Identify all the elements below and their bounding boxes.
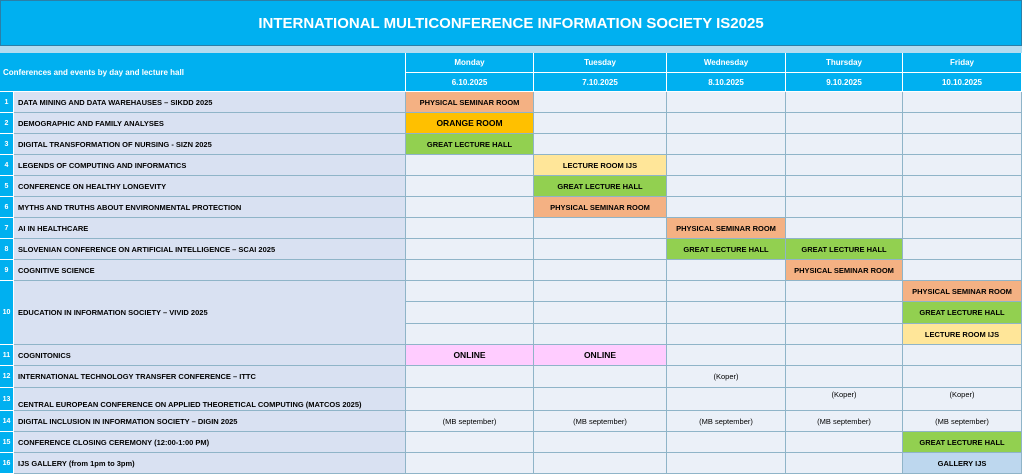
day-date-monday: 6.10.2025 — [406, 73, 534, 92]
empty-slot — [786, 134, 903, 155]
row-number: 10 — [0, 281, 14, 345]
empty-slot — [534, 260, 667, 281]
empty-slot — [406, 239, 534, 260]
empty-slot — [903, 239, 1022, 260]
empty-slot — [667, 197, 786, 218]
room-slot: GREAT LECTURE HALL — [534, 176, 667, 197]
empty-slot — [667, 453, 786, 474]
empty-slot — [406, 453, 534, 474]
schedule-header-label: Conferences and events by day and lecture hall — [0, 53, 406, 92]
location-note: (Koper) — [786, 388, 903, 411]
room-slot: PHYSICAL SEMINAR ROOM — [534, 197, 667, 218]
room-slot: GREAT LECTURE HALL — [903, 302, 1022, 324]
room-slot: PHYSICAL SEMINAR ROOM — [903, 281, 1022, 302]
empty-slot — [786, 155, 903, 176]
conference-name: COGNITIVE SCIENCE — [14, 260, 406, 281]
empty-slot — [786, 345, 903, 366]
room-slot: ONLINE — [406, 345, 534, 366]
room-slot: PHYSICAL SEMINAR ROOM — [786, 260, 903, 281]
day-date-tuesday: 7.10.2025 — [534, 73, 667, 92]
empty-slot — [534, 302, 667, 324]
day-name-wednesday: Wednesday — [667, 53, 786, 73]
row-number: 7 — [0, 218, 14, 239]
row-number: 4 — [0, 155, 14, 176]
day-date-thursday: 9.10.2025 — [786, 73, 903, 92]
row-number: 12 — [0, 366, 14, 388]
conference-name: SLOVENIAN CONFERENCE ON ARTIFICIAL INTELLIGENCE – SCAI 2025 — [14, 239, 406, 260]
empty-slot — [786, 281, 903, 302]
conference-name: LEGENDS OF COMPUTING AND INFORMATICS — [14, 155, 406, 176]
location-note: (MB september) — [667, 411, 786, 432]
empty-slot — [534, 453, 667, 474]
conference-name: IJS GALLERY (from 1pm to 3pm) — [14, 453, 406, 474]
empty-slot — [406, 324, 534, 345]
conference-name: EDUCATION IN INFORMATION SOCIETY – VIVID 2025 — [14, 281, 406, 345]
empty-slot — [903, 113, 1022, 134]
location-note: (MB september) — [786, 411, 903, 432]
empty-slot — [786, 302, 903, 324]
empty-slot — [786, 432, 903, 453]
empty-slot — [903, 176, 1022, 197]
empty-slot — [903, 134, 1022, 155]
empty-slot — [534, 239, 667, 260]
location-note: (MB september) — [903, 411, 1022, 432]
room-slot: PHYSICAL SEMINAR ROOM — [406, 92, 534, 113]
empty-slot — [786, 176, 903, 197]
empty-slot — [786, 197, 903, 218]
empty-slot — [786, 324, 903, 345]
row-number: 15 — [0, 432, 14, 453]
empty-slot — [534, 92, 667, 113]
conference-name: MYTHS AND TRUTHS ABOUT ENVIRONMENTAL PROTECTION — [14, 197, 406, 218]
empty-slot — [786, 366, 903, 388]
empty-slot — [534, 324, 667, 345]
day-date-wednesday: 8.10.2025 — [667, 73, 786, 92]
conference-name: CENTRAL EUROPEAN CONFERENCE ON APPLIED THEORETICAL COMPUTING (MATCOS 2025) — [14, 388, 406, 411]
empty-slot — [786, 218, 903, 239]
empty-slot — [534, 134, 667, 155]
empty-slot — [406, 302, 534, 324]
day-name-monday: Monday — [406, 53, 534, 73]
row-number: 5 — [0, 176, 14, 197]
empty-slot — [534, 218, 667, 239]
row-number: 9 — [0, 260, 14, 281]
empty-slot — [786, 92, 903, 113]
day-date-friday: 10.10.2025 — [903, 73, 1022, 92]
empty-slot — [667, 113, 786, 134]
room-slot: ORANGE ROOM — [406, 113, 534, 134]
row-number: 8 — [0, 239, 14, 260]
empty-slot — [786, 453, 903, 474]
empty-slot — [406, 218, 534, 239]
empty-slot — [534, 388, 667, 411]
empty-slot — [903, 155, 1022, 176]
room-slot: GALLERY IJS — [903, 453, 1022, 474]
conference-name: AI IN HEALTHCARE — [14, 218, 406, 239]
empty-slot — [667, 155, 786, 176]
empty-slot — [534, 366, 667, 388]
conference-name: DEMOGRAPHIC AND FAMILY ANALYSES — [14, 113, 406, 134]
room-slot: GREAT LECTURE HALL — [667, 239, 786, 260]
room-slot: LECTURE ROOM IJS — [903, 324, 1022, 345]
location-note: (Koper) — [903, 388, 1022, 411]
title-divider — [0, 46, 1022, 53]
row-number: 11 — [0, 345, 14, 366]
conference-name: INTERNATIONAL TECHNOLOGY TRANSFER CONFERENCE – ITTC — [14, 366, 406, 388]
empty-slot — [903, 366, 1022, 388]
empty-slot — [406, 281, 534, 302]
page-title: INTERNATIONAL MULTICONFERENCE INFORMATION SOCIETY IS2025 — [0, 0, 1022, 46]
location-note: (MB september) — [406, 411, 534, 432]
empty-slot — [786, 113, 903, 134]
empty-slot — [667, 388, 786, 411]
row-number: 2 — [0, 113, 14, 134]
row-number: 14 — [0, 411, 14, 432]
empty-slot — [534, 432, 667, 453]
empty-slot — [667, 324, 786, 345]
location-note: (Koper) — [667, 366, 786, 388]
empty-slot — [406, 388, 534, 411]
empty-slot — [667, 432, 786, 453]
location-note: (MB september) — [534, 411, 667, 432]
empty-slot — [667, 92, 786, 113]
day-name-tuesday: Tuesday — [534, 53, 667, 73]
room-slot: GREAT LECTURE HALL — [903, 432, 1022, 453]
empty-slot — [534, 281, 667, 302]
row-number: 16 — [0, 453, 14, 474]
empty-slot — [406, 155, 534, 176]
empty-slot — [406, 432, 534, 453]
room-slot: GREAT LECTURE HALL — [786, 239, 903, 260]
row-number: 6 — [0, 197, 14, 218]
empty-slot — [667, 134, 786, 155]
empty-slot — [667, 345, 786, 366]
day-name-friday: Friday — [903, 53, 1022, 73]
day-name-thursday: Thursday — [786, 53, 903, 73]
room-slot: PHYSICAL SEMINAR ROOM — [667, 218, 786, 239]
empty-slot — [903, 218, 1022, 239]
conference-name: COGNITONICS — [14, 345, 406, 366]
empty-slot — [667, 302, 786, 324]
room-slot: ONLINE — [534, 345, 667, 366]
empty-slot — [667, 260, 786, 281]
empty-slot — [406, 366, 534, 388]
empty-slot — [903, 92, 1022, 113]
empty-slot — [903, 197, 1022, 218]
room-slot: GREAT LECTURE HALL — [406, 134, 534, 155]
empty-slot — [534, 113, 667, 134]
conference-name: CONFERENCE ON HEALTHY LONGEVITY — [14, 176, 406, 197]
row-number: 3 — [0, 134, 14, 155]
empty-slot — [406, 197, 534, 218]
empty-slot — [406, 260, 534, 281]
empty-slot — [667, 281, 786, 302]
empty-slot — [903, 260, 1022, 281]
conference-name: DATA MINING AND DATA WAREHAUSES – SIKDD 2025 — [14, 92, 406, 113]
empty-slot — [406, 176, 534, 197]
empty-slot — [903, 345, 1022, 366]
row-number: 13 — [0, 388, 14, 411]
conference-name: CONFERENCE CLOSING CEREMONY (12:00-1:00 PM) — [14, 432, 406, 453]
room-slot: LECTURE ROOM IJS — [534, 155, 667, 176]
empty-slot — [667, 176, 786, 197]
conference-name: DIGITAL TRANSFORMATION OF NURSING - SIZN 2025 — [14, 134, 406, 155]
conference-name: DIGITAL INCLUSION IN INFORMATION SOCIETY – DIGIN 2025 — [14, 411, 406, 432]
row-number: 1 — [0, 92, 14, 113]
